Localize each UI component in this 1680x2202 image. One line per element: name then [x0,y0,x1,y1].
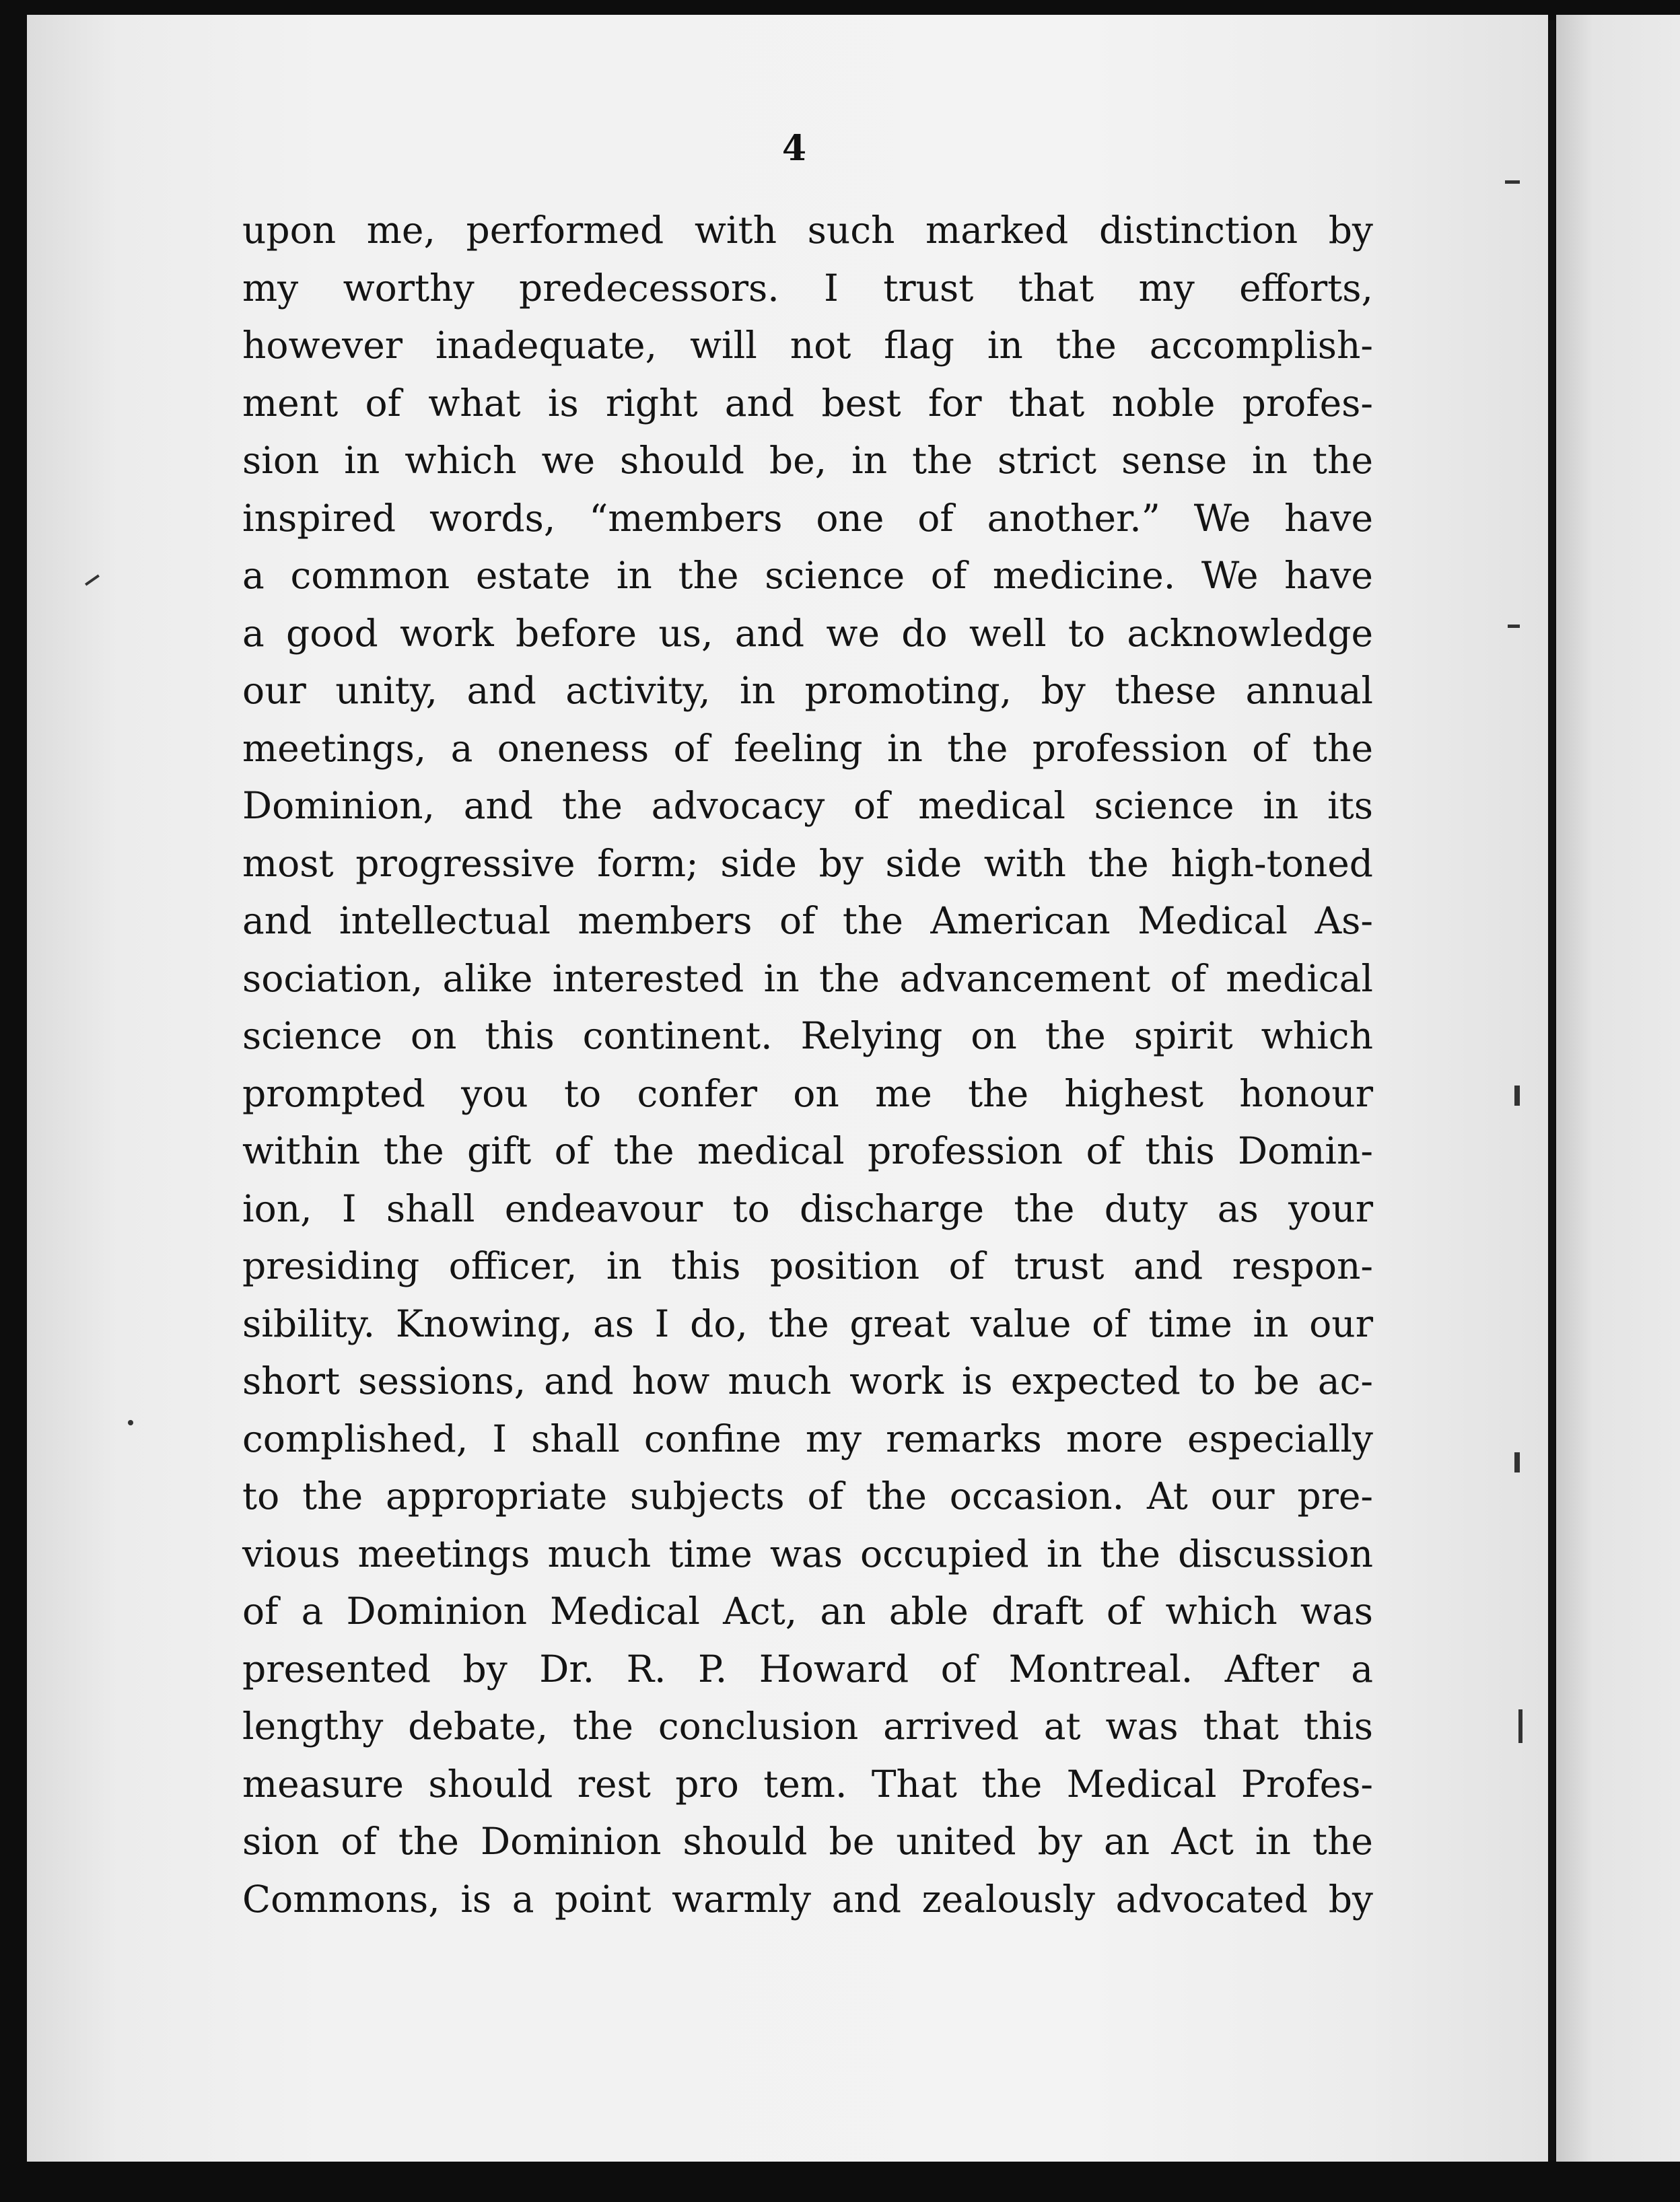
scan-speck [1518,1709,1523,1743]
text-line: science on this continent. Relying on the spirit which [242,1014,1373,1057]
text-line: sociation, alike interested in the advancement of medical [242,956,1373,1000]
text-line: sion of the Dominion should be united by an Act in the [242,1820,1373,1863]
text-line: most progressive form; side by side with the high-toned [242,841,1373,885]
scan-speck [1508,625,1520,628]
body-text [242,202,1373,1928]
text-line: upon me, performed with such marked distinction by [242,209,1373,252]
text-line: of a Dominion Medical Act, an able draft of which was [242,1590,1373,1633]
text-line: measure should rest pro tem. That the Medical Profes- [242,1762,1373,1806]
scan-speck [1505,180,1520,184]
text-line: inspired words, “members one of another.” We have [242,496,1373,540]
text-line: meetings, a oneness of feeling in the profession of the [242,726,1373,770]
text-line: within the gift of the medical profession of this Domin- [242,1129,1373,1172]
text-line: my worthy predecessors. I trust that my efforts, [242,266,1373,310]
text-line: lengthy debate, the conclusion arrived at was that this [242,1705,1373,1748]
text-line: complished, I shall confine my remarks more especially [242,1417,1373,1460]
text-line: a common estate in the science of medicine. We have [242,554,1373,597]
text-line: Commons, is a point warmly and zealously advocated by [242,1877,1373,1921]
text-line: our unity, and activity, in promoting, by these annual [242,669,1373,712]
text-line: prompted you to confer on me the highest honour [242,1071,1373,1115]
text-line: to the appropriate subjects of the occasion. At our pre- [242,1475,1373,1518]
scan-speck [128,1420,133,1425]
text-line: presiding officer, in this position of trust and respon- [242,1244,1373,1287]
text-line: ment of what is right and best for that noble profes- [242,381,1373,425]
text-line: short sessions, and how much work is expected to be ac- [242,1359,1373,1402]
text-line: a good work before us, and we do well to acknowledge [242,611,1373,655]
text-line: however inadequate, will not flag in the accomplish- [242,324,1373,367]
facing-page-edge [1556,15,1680,2162]
text-line: Dominion, and the advocacy of medical science in its [242,784,1373,827]
text-line: presented by Dr. R. P. Howard of Montreal. After a [242,1647,1373,1691]
text-line: vious meetings much time was occupied in the discussion [242,1532,1373,1575]
text-line: and intellectual members of the American Medical As- [242,899,1373,942]
gutter-shadow [1548,20,1555,2160]
scan-speck [1514,1086,1520,1106]
page-number: 4 [781,128,807,169]
text-line: sibility. Knowing, as I do, the great value of time in our [242,1302,1373,1345]
text-line: sion in which we should be, in the strict sense in the [242,439,1373,482]
text-line: ion, I shall endeavour to discharge the duty as your [242,1186,1373,1230]
scan-speck [1514,1452,1520,1472]
